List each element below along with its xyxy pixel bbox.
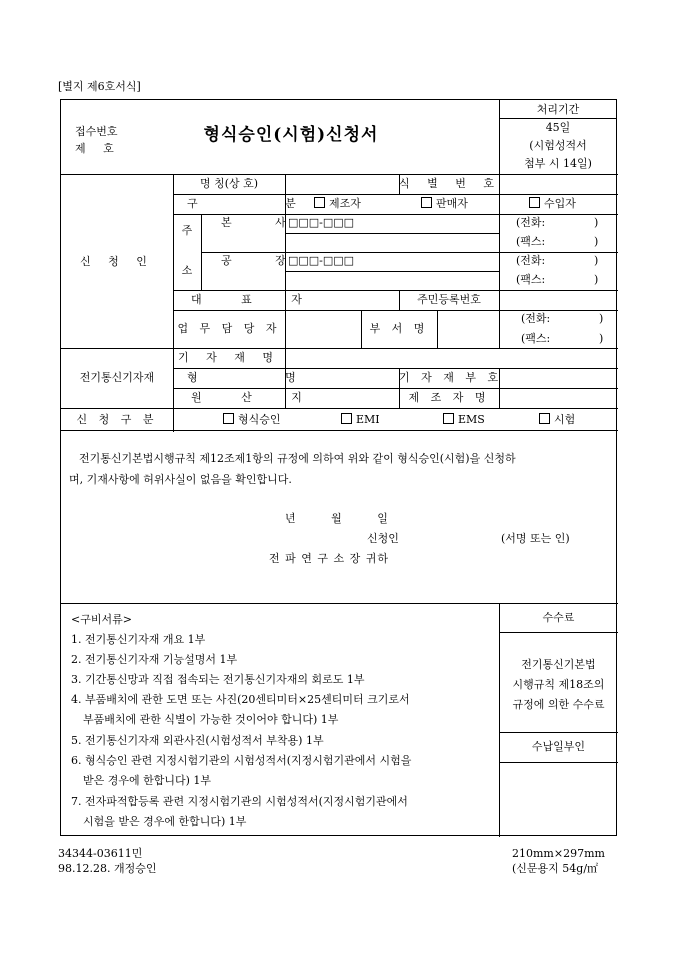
option-test[interactable] — [539, 413, 575, 427]
application-type-label: 신 청 구 분 — [76, 413, 158, 426]
declaration-line-2: 며, 기재사항에 허위사실이 없음을 확인합니다. — [69, 473, 292, 486]
manufacturer-label: 제조자 — [329, 197, 361, 210]
equipment-code-label: 기 자 재 부 호 — [399, 371, 503, 384]
factory-phone-close: ) — [594, 254, 599, 267]
document-item-1: 1. 전기통신기자재 개요 1부 — [71, 633, 206, 646]
processing-days: 45일 — [545, 121, 571, 134]
manufacturer-option[interactable] — [314, 197, 361, 211]
test-label: 시험 — [554, 413, 576, 426]
seller-label: 판매자 — [436, 197, 468, 210]
model-name-label: 형 명 — [187, 371, 338, 384]
processing-period-label: 처리기간 — [536, 103, 580, 116]
processing-note-1: (시험성적서 — [529, 139, 587, 152]
document-item-6: 6. 형식승인 관련 지정시험기관의 시험성적서(지정시험기관에서 시험을 — [71, 754, 412, 767]
representative-label: 대 표 자 — [191, 293, 320, 306]
address-label-1: 주 — [181, 224, 193, 237]
declaration-date: 년 월 일 — [285, 512, 388, 525]
resident-number-label: 주민등록번호 — [417, 293, 481, 306]
document-item-6-cont: 받은 경우에 한합니다) 1부 — [83, 774, 212, 787]
document-item-4-cont: 부품배치에 관한 식별이 가능한 것이어야 합니다) 1부 — [83, 713, 339, 726]
category-label: 구 분 — [187, 197, 338, 210]
id-number-label: 식 별 번 호 — [399, 177, 501, 190]
head-office-phone-close: ) — [594, 216, 599, 229]
documents-heading: <구비서류> — [71, 613, 132, 626]
option-ems[interactable] — [443, 413, 485, 427]
type-approval-label: 형식승인 — [238, 413, 281, 426]
manufacturer-checkbox[interactable] — [314, 197, 325, 208]
emi-checkbox[interactable] — [341, 413, 352, 424]
factory-phone-label: (전화: — [516, 254, 546, 267]
paper-size: 210mm×297mm — [512, 847, 605, 860]
head-office-phone-label: (전화: — [516, 216, 546, 229]
equipment-name-label: 기 자 재 명 — [178, 351, 280, 364]
company-name-field[interactable] — [287, 176, 397, 192]
staff-fax-label: (팩스: — [521, 332, 551, 345]
form-code: 34344-03611민 — [58, 847, 143, 860]
address-label-2: 소 — [181, 264, 193, 277]
document-item-3: 3. 기간통신망과 직접 접속되는 전기통신기자재의 회로도 1부 — [71, 673, 365, 686]
fee-text-1: 전기통신기본법 — [521, 658, 596, 671]
importer-checkbox[interactable] — [529, 197, 540, 208]
ems-checkbox[interactable] — [443, 413, 454, 424]
processing-note-2: 첨부 시 14일) — [524, 157, 592, 170]
fee-heading: 수수료 — [542, 611, 575, 624]
document-item-4: 4. 부품배치에 관한 도면 또는 사진(20센티미터×25센티미터 크기로서 — [71, 693, 410, 706]
staff-label: 업 무 담 당 자 — [177, 322, 281, 335]
type-approval-checkbox[interactable] — [223, 413, 234, 424]
declaration-line-1: 전기통신기본법시행규칙 제12조제1항의 규정에 의하여 위와 같이 형식승인(시험)을 신청하 — [79, 452, 516, 465]
document-item-7-cont: 시험을 받은 경우에 한합니다) 1부 — [83, 815, 247, 828]
importer-option[interactable] — [529, 197, 576, 211]
stamp-label: 수납일부인 — [531, 740, 586, 753]
head-office-label: 본 사 — [221, 216, 306, 229]
fee-text-3: 규정에 의한 수수료 — [512, 698, 605, 711]
option-type-approval[interactable] — [223, 413, 281, 427]
head-office-fax-close: ) — [594, 235, 599, 248]
staff-phone-close: ) — [599, 312, 604, 325]
applicant-section-label: 신 청 인 — [80, 255, 154, 268]
emi-label: EMI — [356, 413, 380, 426]
declaration-recipient: 전 파 연 구 소 장 귀하 — [269, 552, 389, 565]
document-item-5: 5. 전기통신기자재 외관사진(시험성적서 부착용) 1부 — [71, 734, 324, 747]
declaration-applicant-label: 신청인 — [367, 532, 399, 545]
staff-fax-close: ) — [599, 332, 604, 345]
seller-option[interactable] — [421, 197, 468, 211]
form-title: 형식승인(시험)신청서 — [203, 125, 379, 145]
head-office-fax-label: (팩스: — [516, 235, 546, 248]
id-number-field[interactable] — [501, 176, 615, 192]
form-label: [별지 제6호서식] — [58, 80, 141, 93]
approval-date: 98.12.28. 개정승인 — [58, 862, 157, 875]
application-form — [60, 99, 617, 836]
origin-label: 원 산 지 — [191, 391, 320, 404]
company-name-label: 명 칭(상 호) — [199, 177, 259, 190]
factory-fax-close: ) — [594, 273, 599, 286]
ems-label: EMS — [458, 413, 485, 426]
document-item-2: 2. 전기통신기자재 기능설명서 1부 — [71, 653, 238, 666]
receipt-label: 제 호 — [75, 142, 121, 155]
test-checkbox[interactable] — [539, 413, 550, 424]
equipment-section-label: 전기통신기자재 — [79, 371, 155, 384]
resident-number-field[interactable] — [501, 292, 615, 308]
receipt-number-label: 접수번호 — [75, 125, 118, 138]
document-item-7: 7. 전자파적합등록 관련 지정시험기관의 시험성적서(지정시험기관에서 — [71, 795, 408, 808]
option-emi[interactable] — [341, 413, 380, 427]
fee-text-2: 시행규칙 제18조의 — [512, 678, 605, 691]
representative-field[interactable] — [287, 292, 397, 308]
staff-phone-label: (전화: — [521, 312, 551, 325]
importer-label: 수입자 — [544, 197, 576, 210]
seller-checkbox[interactable] — [421, 197, 432, 208]
paper-type: (신문용지 54g/㎡ — [512, 862, 599, 875]
head-office-postal-code[interactable]: □□□-□□□ — [288, 216, 355, 229]
department-label: 부 서 명 — [369, 322, 429, 335]
factory-label: 공 장 — [221, 254, 306, 267]
factory-postal-code[interactable]: □□□-□□□ — [288, 254, 355, 267]
manufacturer-name-label: 제 조 자 명 — [408, 391, 490, 404]
factory-fax-label: (팩스: — [516, 273, 546, 286]
declaration-signature-label: (서명 또는 인) — [501, 532, 570, 545]
